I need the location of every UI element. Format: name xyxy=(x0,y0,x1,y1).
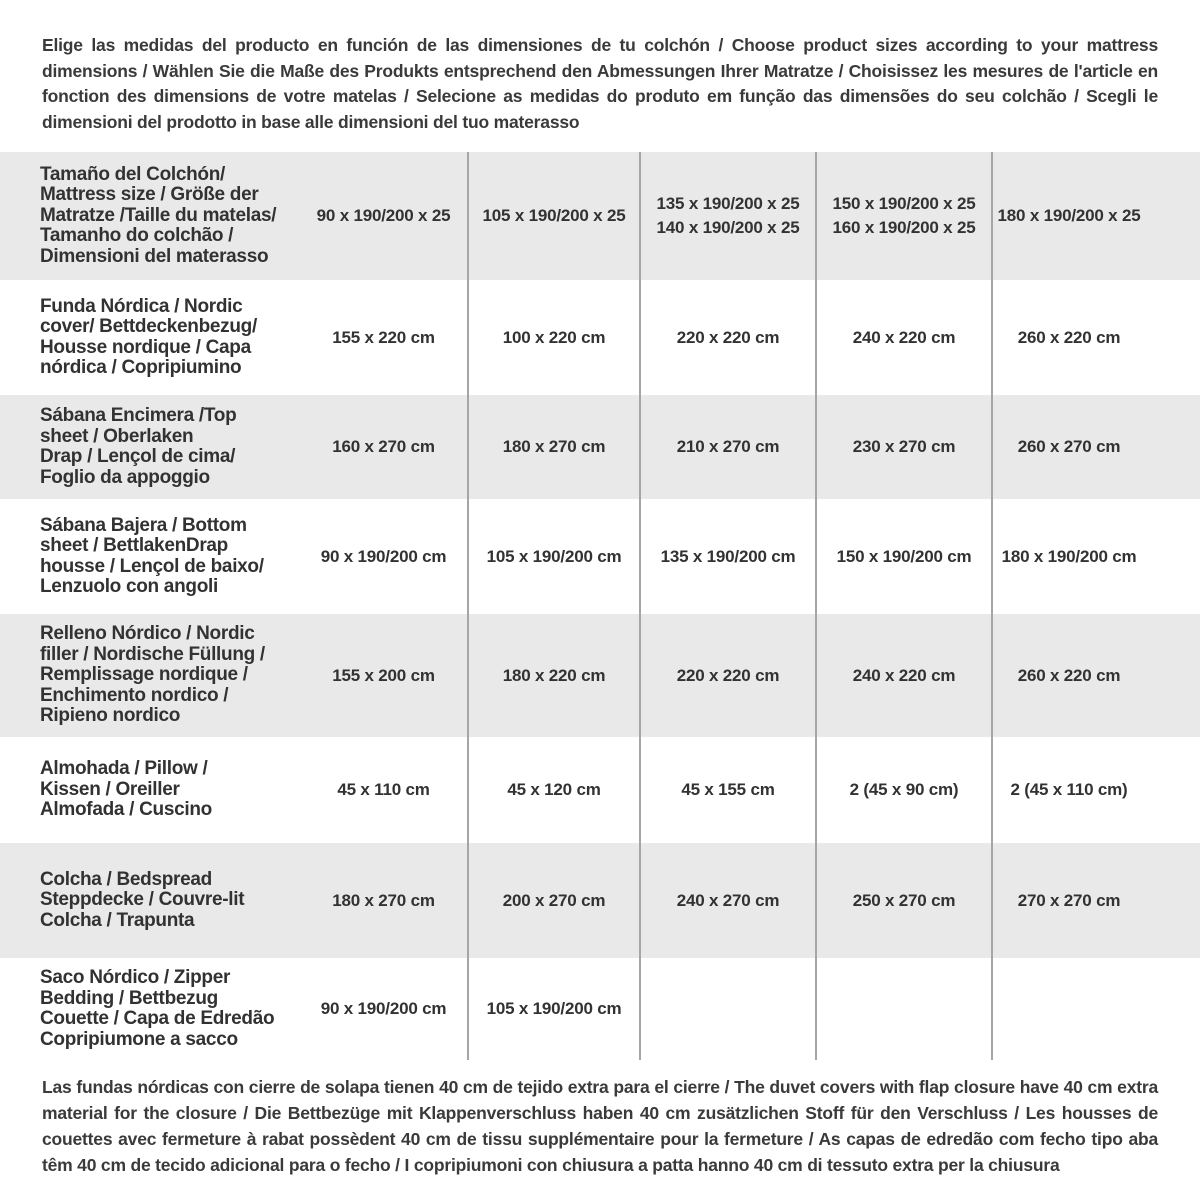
size-cell: 180 x 270 cm xyxy=(332,890,435,910)
size-cell: 90 x 190/200 x 25 xyxy=(316,206,451,225)
size-cell: 160 x 270 cm xyxy=(332,437,435,456)
size-cell: 2 (45 x 110 cm) xyxy=(991,737,1200,843)
intro-text: Elige las medidas del producto en función de las dimensiones de tu colchón / Choose product sizes according to your mattress dimensions / Wählen Sie die Maße des Produkts entsprechend den Abmessungen Ihrer Matratze / Choisissez les mesures de l'article en fonction des dimensions de votre matelas / Selecione as medidas do produto em função das dimensões do seu colchão / Scegli le dimensioni del prodotto in base alle dimensioni del tuo materasso xyxy=(42,35,1158,132)
size-cell: 135 x 190/200 x 25 140 x 190/200 x 25 xyxy=(639,152,815,280)
size-cell: 260 x 220 cm xyxy=(991,614,1200,737)
size-cell: 220 x 220 cm xyxy=(639,280,815,395)
row-label: Tamaño del Colchón/ Mattress size / Größe der Matratze /Taille du matelas/ Tamanho do colchão / Dimensioni del materasso xyxy=(40,163,277,267)
size-cell: 180 x 190/200 cm xyxy=(991,499,1200,614)
table-row-bottom-sheet xyxy=(0,499,1200,614)
size-cell: 90 x 190/200 cm xyxy=(320,999,447,1018)
size-cell: 240 x 220 cm xyxy=(815,280,991,395)
size-cell: 150 x 190/200 x 25 160 x 190/200 x 25 xyxy=(815,152,991,280)
size-cell: 155 x 220 cm xyxy=(332,327,435,347)
size-cell: 100 x 220 cm xyxy=(467,280,639,395)
size-cell: 105 x 190/200 cm xyxy=(467,958,639,1060)
table-row-bedspread xyxy=(0,843,1200,958)
row-label: Saco Nórdico / Zipper Bedding / Bettbezug Couette / Capa de Edredão Copripiumone a sacco xyxy=(40,967,275,1050)
row-label: Relleno Nórdico / Nordic filler / Nordische Füllung / Remplissage nordique / Enchimento nordico / Ripieno nordico xyxy=(40,623,265,727)
size-cell: 220 x 220 cm xyxy=(639,614,815,737)
row-label: Almohada / Pillow / Kissen / Oreiller Almofada / Cuscino xyxy=(40,758,212,821)
size-cell: 180 x 270 cm xyxy=(467,395,639,499)
size-cell: 260 x 220 cm xyxy=(991,280,1200,395)
table-row-zipper-bedding xyxy=(0,958,1200,1060)
size-cell: 270 x 270 cm xyxy=(991,843,1200,958)
size-cell: 105 x 190/200 cm xyxy=(467,499,639,614)
size-cell: 240 x 270 cm xyxy=(639,843,815,958)
row-label: Sábana Bajera / Bottom sheet / BettlakenDrap housse / Lençol de baixo/ Lenzuolo con angoli xyxy=(40,514,264,597)
size-cell: 240 x 220 cm xyxy=(815,614,991,737)
table-row-pillow xyxy=(0,737,1200,843)
size-cell: 45 x 110 cm xyxy=(337,780,430,799)
size-cell xyxy=(815,958,991,1060)
size-cell: 155 x 200 cm xyxy=(332,665,435,685)
row-label: Sábana Encimera /Top sheet / Oberlaken Drap / Lençol de cima/ Foglio da appoggio xyxy=(40,405,237,488)
size-cell: 230 x 270 cm xyxy=(815,395,991,499)
table-row-top-sheet xyxy=(0,395,1200,499)
size-cell: 180 x 220 cm xyxy=(467,614,639,737)
size-cell: 45 x 155 cm xyxy=(639,737,815,843)
table-row-nordic-filler xyxy=(0,614,1200,737)
footnote-text: Las fundas nórdicas con cierre de solapa tienen 40 cm de tejido extra para el cierre / The duvet covers with flap closure have 40 cm extra material for the closure / Die Bettbezüge mit Klappenverschluss haben 40 cm zusätzlichen Stoff für den Verschluss / Les housses de couettes avec fermeture à rabat possèdent 40 cm de tissu supplémentaire pour la fermeture / As capas de edredão com fecho tipo aba têm 40 cm de tecido adicional para o fecho / I copripiumoni con chiusura a patta hanno 40 cm di tessuto extra per la chiusura xyxy=(42,1077,1158,1175)
size-cell: 260 x 270 cm xyxy=(991,395,1200,499)
table-row-nordic-cover xyxy=(0,280,1200,395)
size-cell: 135 x 190/200 cm xyxy=(639,499,815,614)
size-cell: 90 x 190/200 cm xyxy=(320,546,447,566)
size-cell: 180 x 190/200 x 25 xyxy=(991,152,1200,280)
size-cell: 200 x 270 cm xyxy=(467,843,639,958)
size-cell: 150 x 190/200 cm xyxy=(815,499,991,614)
size-cell: 45 x 120 cm xyxy=(467,737,639,843)
row-label: Funda Nórdica / Nordic cover/ Bettdeckenbezug/ Housse nordique / Capa nórdica / Copripiumino xyxy=(40,295,257,378)
size-cell: 210 x 270 cm xyxy=(639,395,815,499)
size-cell: 2 (45 x 90 cm) xyxy=(815,737,991,843)
table-row-mattress-size xyxy=(0,152,1200,280)
size-table xyxy=(0,152,1200,1060)
size-cell: 105 x 190/200 x 25 xyxy=(467,152,639,280)
size-cell xyxy=(639,958,815,1060)
size-cell xyxy=(991,958,1200,1060)
row-label: Colcha / Bedspread Steppdecke / Couvre-lit Colcha / Trapunta xyxy=(40,868,245,931)
size-cell: 250 x 270 cm xyxy=(815,843,991,958)
